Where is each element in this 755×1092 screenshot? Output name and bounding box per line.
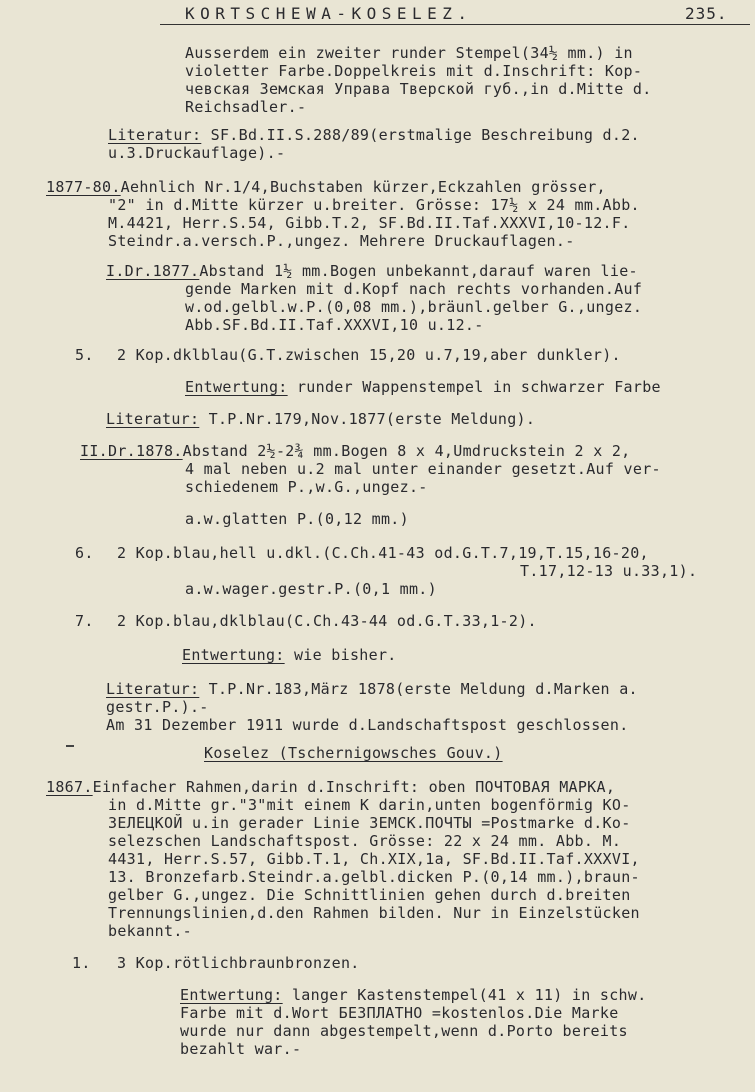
- literature-line-2: gestr.P.).-: [106, 698, 209, 716]
- issue-1867-line-4: selezschen Landschaftspost. Grösse: 22 x 24 mm. Abb. M.: [108, 832, 622, 850]
- cancellation-entry: [180, 986, 647, 1004]
- literature-label: Literatur:: [106, 680, 200, 698]
- stray-mark: [66, 745, 74, 747]
- issue-year: 1877-80.: [46, 178, 121, 196]
- issue-1867-line-7: gelber G.,ungez. Die Schnittlinien gehen durch d.breiten: [108, 886, 631, 904]
- issue-1877-line-3: M.4421, Herr.S.54, Gibb.T.2, SF.Bd.II.Taf.XXXVI,10-12.F.: [108, 214, 631, 232]
- cancellation-text: wie bisher.: [284, 646, 397, 664]
- literature-entry: [106, 410, 535, 428]
- item-description: 2 Kop.blau,hell u.dkl.(C.Ch.41-43 od.G.T.7,19,T.15,16-20,: [117, 544, 649, 562]
- para1-line-3: чевская Земская Управа Тверской губ.,in d.Mitte d.: [185, 80, 652, 98]
- cancellation-line-2: Farbe mit d.Wort БЕЗПЛАТНО =kostenlos.Die Marke: [180, 1004, 619, 1022]
- cancellation-line-3: wurde nur dann abgestempelt,wenn d.Porto bereits: [180, 1022, 628, 1040]
- issue-1867-line-1: [46, 778, 615, 796]
- literature-text: T.P.Nr.183,März 1878(erste Meldung d.Marken a.: [199, 680, 638, 698]
- literature-line-2: u.3.Druckauflage).-: [108, 144, 286, 162]
- cancellation-line-4: bezahlt war.-: [180, 1040, 302, 1058]
- cancellation-entry: [185, 378, 661, 396]
- issue-1877-line-4: Steindr.a.versch.P.,ungez. Mehrere Druckauflagen.-: [108, 232, 575, 250]
- printing-2-line-3: schiedenem P.,w.G.,ungez.-: [185, 478, 428, 496]
- issue-1867-line-9: bekannt.-: [108, 922, 192, 940]
- printing-2-line-1: [80, 442, 631, 460]
- issue-1877-line-2: "2" in d.Mitte kürzer u.breiter. Grösse: 17½ x 24 mm.Abb.: [108, 196, 640, 214]
- literature-label: Literatur:: [108, 126, 202, 144]
- paper-note: a.w.glatten P.(0,12 mm.): [185, 510, 409, 528]
- printing-1-line-1: [106, 262, 638, 280]
- printing-label: II.Dr.1878.: [80, 442, 183, 460]
- item-number: 5.: [75, 346, 94, 364]
- item-number: 7.: [75, 612, 94, 630]
- printing-1-line-2: gende Marken mit d.Kopf nach rechts vorhanden.Auf: [185, 280, 643, 298]
- issue-1867-line-3: ЗЕЛЕЦКОЙ u.in gerader Linie ЗЕМСК.ПОЧТЫ =Postmarke d.Ko-: [108, 814, 631, 832]
- issue-1867-line-8: Trennungslinien,d.den Rahmen bilden. Nur in Einzelstücken: [108, 904, 640, 922]
- printing-2-line-2: 4 mal neben u.2 mal unter einander gesetzt.Auf ver-: [185, 460, 661, 478]
- section-heading: Koselez (Tschernigowsches Gouv.): [204, 744, 503, 762]
- closing-note: Am 31 Dezember 1911 wurde d.Landschaftspost geschlossen.: [106, 716, 629, 734]
- issue-text: Aehnlich Nr.1/4,Buchstaben kürzer,Eckzahlen grösser,: [120, 178, 606, 196]
- running-header-title: KORTSCHEWA-KOSELEZ.: [185, 4, 473, 23]
- page-number: 235.: [685, 4, 728, 23]
- para1-line-2: violetter Farbe.Doppelkreis mit d.Inschrift: Кор-: [185, 62, 643, 80]
- para1-line-4: Reichsadler.-: [185, 98, 307, 116]
- literature-entry: [106, 680, 638, 698]
- item-number: 1.: [72, 954, 91, 972]
- paper-note: a.w.wager.gestr.P.(0,1 mm.): [185, 580, 437, 598]
- cancellation-label: Entwertung:: [182, 646, 285, 664]
- cancellation-label: Entwertung:: [180, 986, 283, 1004]
- issue-1877-line-1: [46, 178, 606, 196]
- cancellation-label: Entwertung:: [185, 378, 288, 396]
- issue-year: 1867.: [46, 778, 93, 796]
- item-description-cont: T.17,12-13 u.33,1).: [520, 562, 698, 580]
- cancellation-entry: [182, 646, 397, 664]
- item-number: 6.: [75, 544, 94, 562]
- printing-text: Abstand 2½-2¾ mm.Bogen 8 x 4,Umdruckstein 2 x 2,: [182, 442, 631, 460]
- issue-1867-line-5: 4431, Herr.S.57, Gibb.T.1, Ch.XIX,1a, SF.Bd.II.Taf.XXXVI,: [108, 850, 640, 868]
- issue-1867-line-6: 13. Bronzefarb.Steindr.a.gelbl.dicken P.(0,14 mm.),braun-: [108, 868, 640, 886]
- printing-label: I.Dr.1877.: [106, 262, 200, 280]
- para1-line-1: Ausserdem ein zweiter runder Stempel(34½ mm.) in: [185, 44, 633, 62]
- cancellation-text: langer Kastenstempel(41 x 11) in schw.: [282, 986, 647, 1004]
- literature-text: T.P.Nr.179,Nov.1877(erste Meldung).: [199, 410, 536, 428]
- item-description: 3 Kop.rötlichbraunbronzen.: [117, 954, 360, 972]
- printing-text: Abstand 1½ mm.Bogen unbekannt,darauf waren lie-: [199, 262, 638, 280]
- literature-label: Literatur:: [106, 410, 200, 428]
- issue-1867-line-2: in d.Mitte gr."3"mit einem К darin,unten bogenförmig КО-: [108, 796, 631, 814]
- literature-text: SF.Bd.II.S.288/89(erstmalige Beschreibung d.2.: [201, 126, 640, 144]
- printing-1-line-3: w.od.gelbl.w.P.(0,08 mm.),bräunl.gelber G.,ungez.: [185, 298, 643, 316]
- item-description: 2 Kop.dklblau(G.T.zwischen 15,20 u.7,19,aber dunkler).: [117, 346, 621, 364]
- literature-entry: [108, 126, 640, 144]
- issue-text: Einfacher Rahmen,darin d.Inschrift: oben ПОЧТОВАЯ МАРКА,: [92, 778, 616, 796]
- cancellation-text: runder Wappenstempel in schwarzer Farbe: [287, 378, 661, 396]
- header-rule: [160, 24, 750, 25]
- item-description: 2 Kop.blau,dklblau(C.Ch.43-44 od.G.T.33,1-2).: [117, 612, 537, 630]
- printing-1-line-4: Abb.SF.Bd.II.Taf.XXXVI,10 u.12.-: [185, 316, 484, 334]
